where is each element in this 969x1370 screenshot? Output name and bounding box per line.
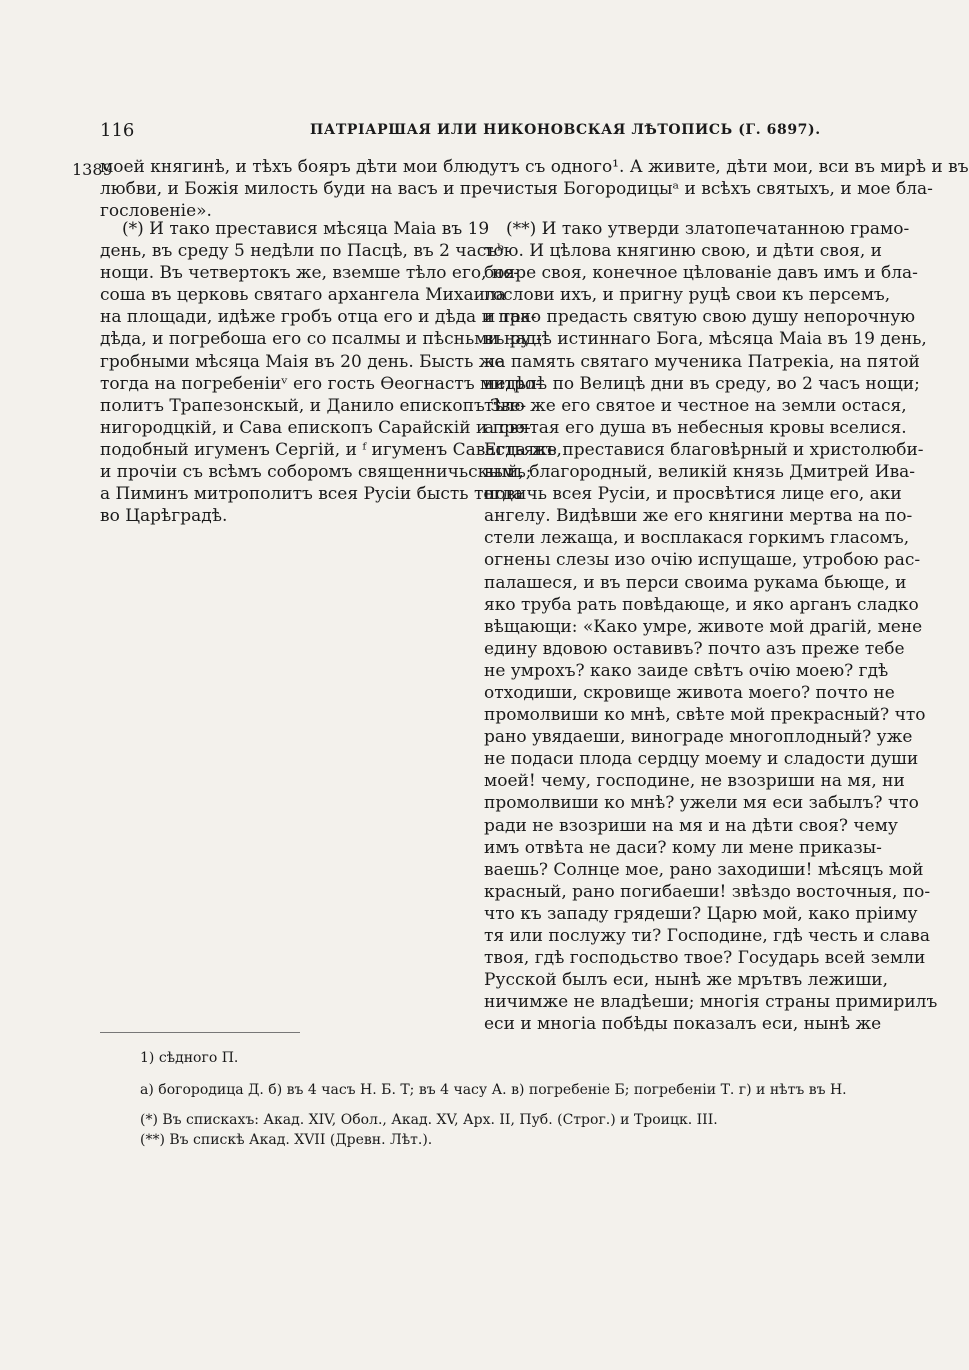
page-number: 116 [100, 120, 135, 141]
right-column-line: ничимже не владѣеши; многія страны примирилъ [484, 992, 938, 1013]
right-column-line: не умрохъ? како заиде свѣтъ очію моею? гдѣ [484, 660, 889, 681]
left-column-line: день, въ среду 5 недѣли по Пасцѣ, въ 2 часъᵇ [100, 241, 504, 262]
running-title: ПАТРІАРШАЯ ИЛИ НИКОНОВСКАЯ ЛѢТОПИСЬ (Г. 6897). [310, 122, 821, 138]
right-column-line: въ руцѣ истиннаго Бога, мѣсяца Маіа въ 19 день, [484, 329, 927, 350]
left-column-line: гробными мѣсяца Маія въ 20 день. Бысть же [100, 351, 505, 372]
lead-paragraph [100, 156, 969, 222]
left-column-line: политъ Трапезонскый, и Данило епископъ Зве- [100, 395, 527, 416]
right-column-line: вѣщающи: «Како умре, животе мой драгій, мене [484, 616, 923, 637]
right-column-line: ваешь? Солнце мое, рано заходиши! мѣсяцъ мой [484, 859, 924, 880]
right-column-line: едину вдовою оставивъ? почто азъ преже тебе [484, 638, 905, 659]
right-column-line: стели лежаща, и восплакася горкимъ гласомъ, [484, 528, 910, 549]
right-column-line: ангелу. Видѣвши же его княгини мертва на по- [484, 506, 913, 527]
right-column-line: Русской былъ еси, нынѣ же мрътвъ лежиши, [484, 970, 889, 991]
footnote-double-star: (**) Въ спискѣ Акад. XVII (Древн. Лѣт.). [140, 1132, 433, 1148]
right-column-line: промолвиши ко мнѣ? ужели мя еси забылъ? что [484, 793, 919, 814]
page-header [100, 120, 860, 144]
right-column-line: еси и многіа побѣды показалъ еси, нынѣ же [484, 1014, 882, 1035]
right-column-line: гослови ихъ, и пригну руцѣ свои къ персемъ, [484, 285, 891, 306]
right-column-line: что къ западу грядеши? Царю мой, како пріиму [484, 903, 918, 924]
left-column-line: нигородцкій, и Сава епископъ Сарайскій и пре- [100, 417, 531, 438]
footnote-variants: а) богородица Д. б) въ 4 часъ Н. Б. Т; въ 4 часу А. в) погребеніе Б; погребеніи Т. г) и нѣтъ въ Н. [140, 1082, 847, 1098]
left-column-line: на площади, идѣже гробъ отца его и дѣда и пра- [100, 307, 537, 328]
footnote-star: (*) Въ спискахъ: Акад. XIV, Обол., Акад. XV, Арх. II, Пуб. (Строг.) и Троицк. III. [140, 1112, 718, 1128]
right-column-line: вый, благородный, великій князь Дмитрей Ива- [484, 462, 916, 483]
left-column-line: во Царѣградѣ. [100, 506, 228, 527]
right-column-line: (**) И тако утверди златопечатанною грамо- [506, 219, 910, 239]
right-column-line: имъ отвѣта не даси? кому ли мене приказы- [484, 837, 882, 858]
right-column-line: палашеся, и въ перси своима рукама бьюще, и [484, 572, 907, 593]
left-column-line: а Пиминъ митрополитъ всея Русіи бысть тогда [100, 484, 524, 505]
left-column-line: и прочіи съ всѣмъ соборомъ священничьскымъ; [100, 462, 532, 483]
right-column-line: отходиши, скровище живота моего? почто не [484, 682, 895, 703]
footnote-divider [100, 1032, 300, 1033]
right-column-line: тя или послужу ти? Господине, гдѣ честь и слава [484, 926, 930, 946]
right-column-line: и тако предасть святую свою душу непорочную [484, 307, 916, 328]
right-column-line: ради не взозриши на мя и на дѣти своя? чему [484, 815, 898, 836]
left-column-line: подобный игуменъ Сергій, и ᶠ игуменъ Савастьянъ, [100, 439, 562, 460]
right-column-line: Егда же преставися благовѣрный и христолюби- [484, 439, 924, 460]
left-column-line: сошa въ церковь святаго архангела Михаила [100, 285, 506, 306]
right-column-line: на память святаго мученика Патрекіа, на пятой [484, 351, 920, 372]
right-column-line: твоя, гдѣ господьство твое? Государь всей земли [484, 948, 926, 969]
right-column-line: рано увядаеши, винограде многоплодный? уже [484, 727, 913, 748]
right-column-line: промолвиши ко мнѣ, свѣте мой прекрасный? что [484, 705, 926, 726]
right-column [484, 218, 938, 1035]
right-column-line: а святая его душа въ небесныя кровы вселися. [484, 417, 907, 438]
lead-line: любви, и Божія милость буди на васъ и пречистыя Богородицыᵃ и всѣхъ святыхъ, и мое бла- [100, 179, 933, 199]
left-column-line: дѣда, и погребоша его со псалмы и пѣсньми над- [100, 329, 542, 350]
right-column-line: красный, рано погибаеши! звѣздо восточныя, по- [484, 881, 931, 902]
lead-line: моей княгинѣ, и тѣхъ бояръ дѣти мои блюдутъ съ одного¹. А живите, дѣти мои, вси въ мирѣ и въ [100, 157, 969, 177]
lead-line: гословеніе». [100, 201, 212, 221]
right-column-line: огненьı слезы изо очію испущаше, утробою рас- [484, 550, 921, 571]
right-column-line: новичь всея Русіи, и просвѣтися лице его, аки [484, 484, 902, 505]
right-column-line: тѣло же его святое и честное на земли остася, [484, 395, 907, 416]
margin-year: 1389 [72, 160, 113, 179]
right-column-line: бояре своя, конечное цѣлованіе давъ имъ и бла- [484, 263, 918, 284]
footnote-1: 1) сѣдного П. [140, 1050, 239, 1066]
left-column-line: (*) И тако преставися мѣсяца Маіа въ 19 [122, 219, 490, 239]
right-column-line: яко труба рать повѣдающе, и яко арганъ сладко [484, 594, 919, 615]
left-column-line: тогда на погребеніиᵛ его гость Ѳеогнастъ митро- [100, 373, 541, 394]
right-column-line: моей! чему, господине, не взозриши на мя, ни [484, 771, 905, 792]
right-column-line: недѣлѣ по Велицѣ дни въ среду, во 2 часъ нощи; [484, 373, 920, 394]
left-column-line: нощи. Въ четвертокъ же, вземше тѣло его, не- [100, 263, 520, 284]
right-column-line: тою. И цѣлова княгиню свою, и дѣти своя, и [484, 241, 882, 262]
right-column-line: не подаси плода сердцу моему и сладости души [484, 749, 919, 770]
left-column [100, 218, 562, 527]
